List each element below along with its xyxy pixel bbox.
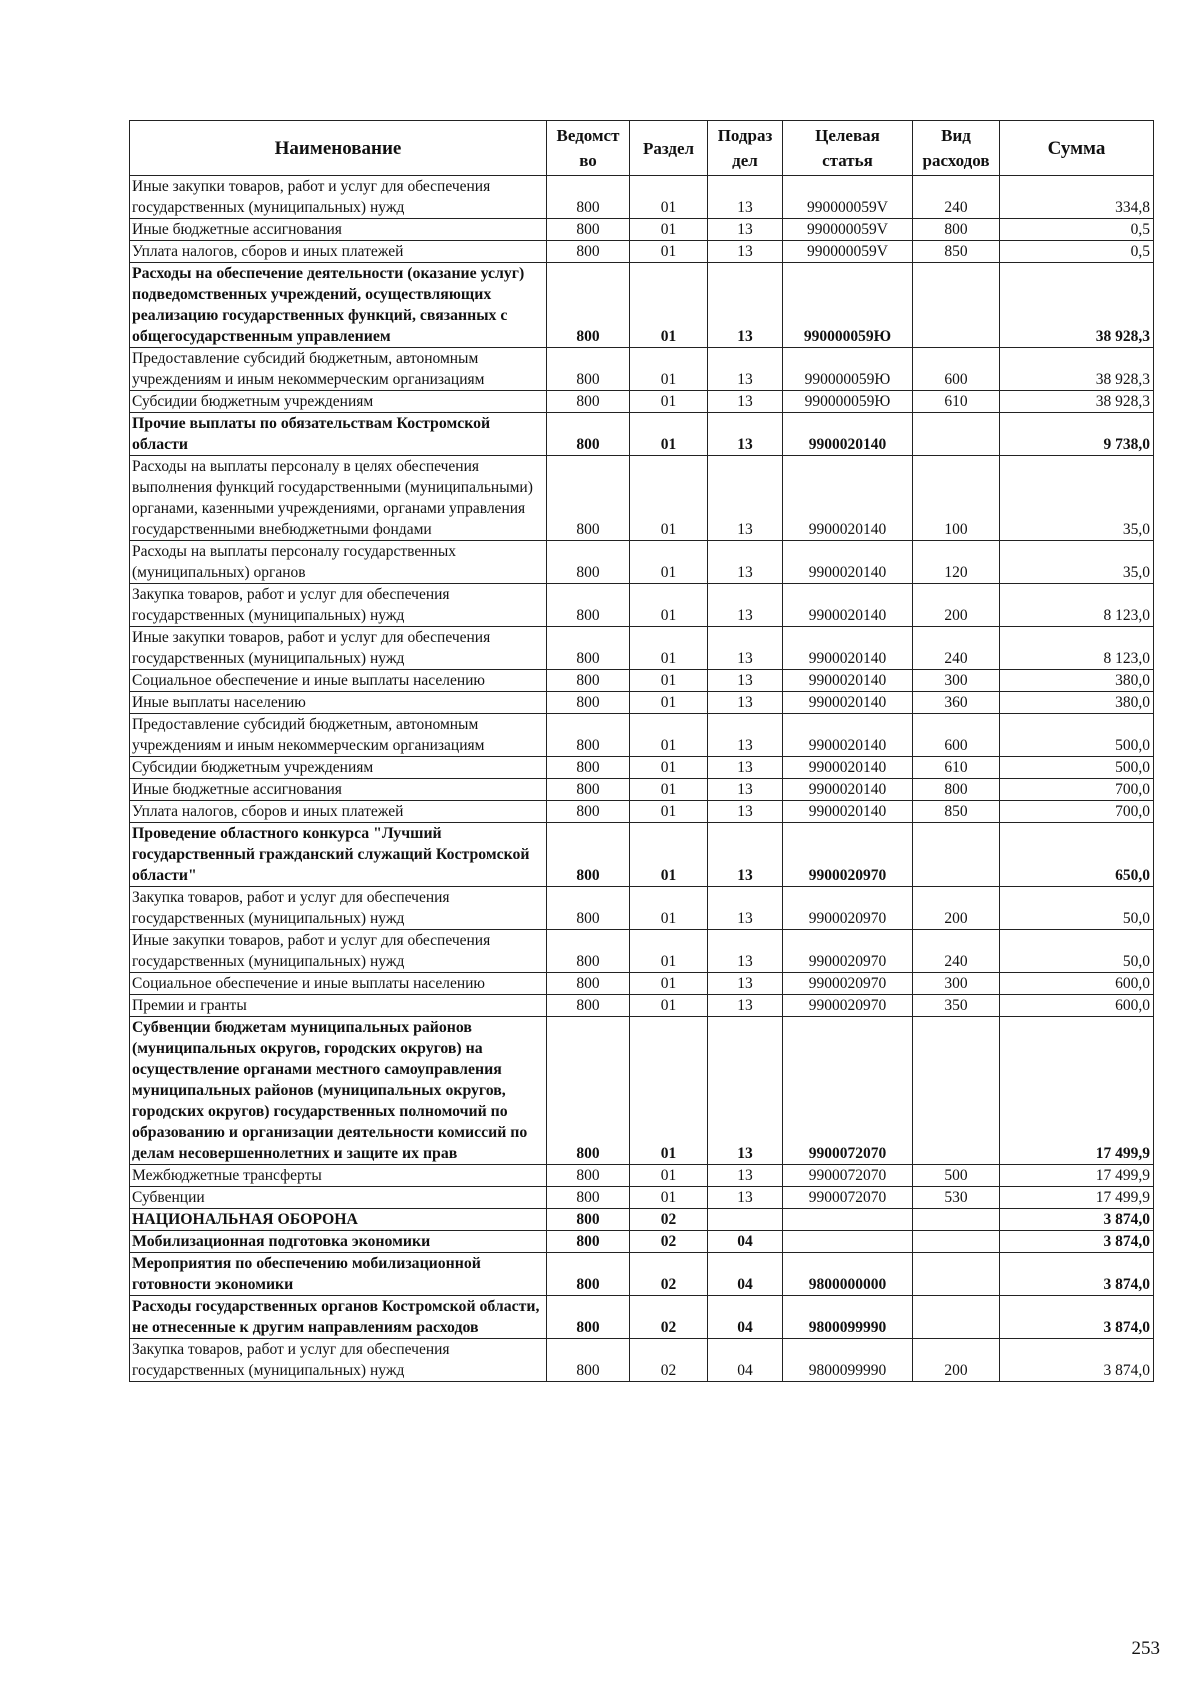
table-row: [130, 670, 1154, 692]
cell-target: 9900020140: [783, 714, 913, 757]
cell-name: Расходы на выплаты персоналу в целях обеспечения выполнения функций государственными (муниципальными) органами, казенными учреждениями, органами управления государственными внебюджетными фондами: [130, 456, 547, 541]
cell-vedomstvo: 800: [547, 241, 630, 263]
cell-target: 990000059Ю: [783, 263, 913, 348]
cell-sum: 35,0: [1000, 541, 1154, 584]
cell-vid: 850: [913, 241, 1000, 263]
header-vid-line2: расходов: [922, 151, 990, 170]
header-sum: Сумма: [1000, 121, 1154, 176]
cell-target: 990000059Ю: [783, 391, 913, 413]
cell-vid: 800: [913, 219, 1000, 241]
header-razdel: Раздел: [630, 121, 708, 176]
table-row: [130, 541, 1154, 584]
cell-sum: 3 874,0: [1000, 1253, 1154, 1296]
cell-vedomstvo: 800: [547, 995, 630, 1017]
cell-razdel: 01: [630, 757, 708, 779]
cell-target: 9800000000: [783, 1253, 913, 1296]
cell-razdel: 02: [630, 1253, 708, 1296]
cell-razdel: 01: [630, 995, 708, 1017]
cell-vid: 200: [913, 1339, 1000, 1382]
cell-target: [783, 1209, 913, 1231]
cell-target: 9900020970: [783, 823, 913, 887]
header-target: [783, 121, 913, 176]
cell-sum: 3 874,0: [1000, 1339, 1154, 1382]
cell-vid: 120: [913, 541, 1000, 584]
cell-name: Прочие выплаты по обязательствам Костромской области: [130, 413, 547, 456]
cell-name: Расходы государственных органов Костромской области, не отнесенные к другим направлениям расходов: [130, 1296, 547, 1339]
table-row: [130, 241, 1154, 263]
header-podrazdel-line2: дел: [732, 151, 758, 170]
table-row: [130, 1165, 1154, 1187]
cell-podrazdel: 13: [708, 973, 783, 995]
cell-target: 9900020140: [783, 541, 913, 584]
cell-podrazdel: 13: [708, 1017, 783, 1165]
cell-name: Иные выплаты населению: [130, 692, 547, 714]
cell-sum: 380,0: [1000, 670, 1154, 692]
cell-vedomstvo: 800: [547, 176, 630, 219]
cell-vedomstvo: 800: [547, 930, 630, 973]
cell-name: Расходы на обеспечение деятельности (оказание услуг) подведомственных учреждений, осуществляющих реализацию государственных функций, связанных с общегосударственным управлением: [130, 263, 547, 348]
cell-vedomstvo: 800: [547, 692, 630, 714]
cell-razdel: 01: [630, 887, 708, 930]
cell-sum: 380,0: [1000, 692, 1154, 714]
cell-podrazdel: 13: [708, 176, 783, 219]
cell-name: Субвенции бюджетам муниципальных районов (муниципальных округов, городских округов) на осуществление органами местного самоуправления муниципальных районов (муниципальных округов, городских округов) государственных полномочий по образованию и организации деятельности комиссий по делам несовершеннолетних и защите их прав: [130, 1017, 547, 1165]
cell-razdel: 02: [630, 1296, 708, 1339]
header-vid-line1: Вид: [941, 126, 971, 145]
cell-target: 9900020140: [783, 779, 913, 801]
cell-sum: 17 499,9: [1000, 1187, 1154, 1209]
cell-target: 9900020970: [783, 995, 913, 1017]
cell-name: Закупка товаров, работ и услуг для обеспечения государственных (муниципальных) нужд: [130, 1339, 547, 1382]
header-vedomstvo: [547, 121, 630, 176]
cell-vedomstvo: 800: [547, 1231, 630, 1253]
table-row: [130, 584, 1154, 627]
table-row: [130, 1187, 1154, 1209]
header-podrazdel-line1: Подраз: [717, 126, 773, 145]
cell-podrazdel: 13: [708, 670, 783, 692]
cell-vid: [913, 823, 1000, 887]
cell-target: 990000059Ю: [783, 348, 913, 391]
cell-podrazdel: 04: [708, 1253, 783, 1296]
cell-razdel: 01: [630, 584, 708, 627]
cell-podrazdel: 04: [708, 1296, 783, 1339]
cell-vedomstvo: 800: [547, 391, 630, 413]
cell-target: 9900072070: [783, 1187, 913, 1209]
cell-vid: 500: [913, 1165, 1000, 1187]
header-vedomstvo-line1: Ведомст: [556, 126, 620, 145]
cell-target: 9900072070: [783, 1165, 913, 1187]
cell-vid: [913, 1231, 1000, 1253]
cell-vid: 200: [913, 887, 1000, 930]
cell-vedomstvo: 800: [547, 584, 630, 627]
cell-name: Субсидии бюджетным учреждениям: [130, 757, 547, 779]
table-row: [130, 973, 1154, 995]
cell-razdel: 01: [630, 714, 708, 757]
cell-razdel: 01: [630, 219, 708, 241]
cell-vid: 800: [913, 779, 1000, 801]
table-row: [130, 413, 1154, 456]
budget-table: [129, 120, 1154, 1382]
cell-podrazdel: 13: [708, 801, 783, 823]
table-row: [130, 1339, 1154, 1382]
cell-razdel: 01: [630, 413, 708, 456]
cell-target: 9900020140: [783, 670, 913, 692]
cell-name: Иные закупки товаров, работ и услуг для обеспечения государственных (муниципальных) нужд: [130, 176, 547, 219]
cell-razdel: 01: [630, 823, 708, 887]
cell-razdel: 01: [630, 692, 708, 714]
cell-vid: [913, 263, 1000, 348]
cell-sum: 38 928,3: [1000, 348, 1154, 391]
table-body: [130, 176, 1154, 1382]
cell-vid: 240: [913, 930, 1000, 973]
cell-sum: 500,0: [1000, 714, 1154, 757]
cell-target: 9900072070: [783, 1017, 913, 1165]
cell-podrazdel: 13: [708, 241, 783, 263]
cell-target: 9900020970: [783, 930, 913, 973]
cell-target: 9900020140: [783, 584, 913, 627]
cell-vid: [913, 1209, 1000, 1231]
table-row: [130, 1296, 1154, 1339]
table-row: [130, 779, 1154, 801]
header-vedomstvo-line2: во: [579, 151, 597, 170]
cell-name: Социальное обеспечение и иные выплаты населению: [130, 670, 547, 692]
cell-sum: 17 499,9: [1000, 1165, 1154, 1187]
table-row: [130, 1253, 1154, 1296]
cell-vedomstvo: 800: [547, 1339, 630, 1382]
table-row: [130, 995, 1154, 1017]
cell-podrazdel: 13: [708, 263, 783, 348]
header-vid: [913, 121, 1000, 176]
cell-target: 9900020140: [783, 627, 913, 670]
cell-sum: 8 123,0: [1000, 584, 1154, 627]
table-row: [130, 1209, 1154, 1231]
cell-podrazdel: 13: [708, 930, 783, 973]
header-podrazdel: [708, 121, 783, 176]
header-target-line2: статья: [822, 151, 873, 170]
cell-vedomstvo: 800: [547, 348, 630, 391]
cell-target: 990000059V: [783, 241, 913, 263]
cell-vid: 200: [913, 584, 1000, 627]
cell-razdel: 01: [630, 348, 708, 391]
table-row: [130, 930, 1154, 973]
cell-sum: 35,0: [1000, 456, 1154, 541]
cell-vedomstvo: 800: [547, 1187, 630, 1209]
cell-vedomstvo: 800: [547, 779, 630, 801]
cell-sum: 650,0: [1000, 823, 1154, 887]
cell-vedomstvo: 800: [547, 1017, 630, 1165]
cell-vid: 100: [913, 456, 1000, 541]
cell-vid: 850: [913, 801, 1000, 823]
cell-target: 990000059V: [783, 176, 913, 219]
cell-sum: 3 874,0: [1000, 1209, 1154, 1231]
table-row: [130, 348, 1154, 391]
cell-vedomstvo: 800: [547, 1209, 630, 1231]
cell-podrazdel: 04: [708, 1231, 783, 1253]
cell-name: Иные бюджетные ассигнования: [130, 219, 547, 241]
table-row: [130, 627, 1154, 670]
cell-name: Предоставление субсидий бюджетным, автономным учреждениям и иным некоммерческим организациям: [130, 714, 547, 757]
cell-vid: 600: [913, 348, 1000, 391]
cell-sum: 700,0: [1000, 779, 1154, 801]
cell-name: Иные закупки товаров, работ и услуг для обеспечения государственных (муниципальных) нужд: [130, 627, 547, 670]
cell-podrazdel: 13: [708, 823, 783, 887]
cell-target: 9900020140: [783, 801, 913, 823]
cell-podrazdel: 13: [708, 413, 783, 456]
cell-target: 9800099990: [783, 1296, 913, 1339]
cell-name: Уплата налогов, сборов и иных платежей: [130, 801, 547, 823]
cell-vedomstvo: 800: [547, 887, 630, 930]
table-row: [130, 823, 1154, 887]
cell-sum: 600,0: [1000, 995, 1154, 1017]
cell-name: Социальное обеспечение и иные выплаты населению: [130, 973, 547, 995]
table-row: [130, 456, 1154, 541]
cell-vedomstvo: 800: [547, 670, 630, 692]
cell-name: Премии и гранты: [130, 995, 547, 1017]
cell-podrazdel: 13: [708, 995, 783, 1017]
cell-target: [783, 1231, 913, 1253]
cell-vedomstvo: 800: [547, 757, 630, 779]
cell-vedomstvo: 800: [547, 541, 630, 584]
cell-razdel: 01: [630, 801, 708, 823]
table-row: [130, 692, 1154, 714]
cell-razdel: 02: [630, 1339, 708, 1382]
table-row: [130, 219, 1154, 241]
cell-razdel: 01: [630, 1187, 708, 1209]
cell-vid: 360: [913, 692, 1000, 714]
cell-sum: 3 874,0: [1000, 1296, 1154, 1339]
cell-sum: 50,0: [1000, 930, 1154, 973]
cell-sum: 8 123,0: [1000, 627, 1154, 670]
cell-vid: 530: [913, 1187, 1000, 1209]
cell-razdel: 01: [630, 1165, 708, 1187]
cell-sum: 9 738,0: [1000, 413, 1154, 456]
cell-vid: 300: [913, 973, 1000, 995]
cell-sum: 0,5: [1000, 219, 1154, 241]
cell-name: Предоставление субсидий бюджетным, автономным учреждениям и иным некоммерческим организациям: [130, 348, 547, 391]
cell-razdel: 01: [630, 627, 708, 670]
cell-podrazdel: 13: [708, 627, 783, 670]
cell-sum: 3 874,0: [1000, 1231, 1154, 1253]
cell-razdel: 01: [630, 241, 708, 263]
table-row: [130, 714, 1154, 757]
cell-podrazdel: 13: [708, 757, 783, 779]
cell-name: Закупка товаров, работ и услуг для обеспечения государственных (муниципальных) нужд: [130, 584, 547, 627]
cell-name: Закупка товаров, работ и услуг для обеспечения государственных (муниципальных) нужд: [130, 887, 547, 930]
cell-vid: [913, 1296, 1000, 1339]
table-row: [130, 176, 1154, 219]
cell-podrazdel: 13: [708, 391, 783, 413]
cell-vedomstvo: 800: [547, 627, 630, 670]
cell-razdel: 02: [630, 1231, 708, 1253]
header-target-line1: Целевая: [815, 126, 880, 145]
cell-name: Субвенции: [130, 1187, 547, 1209]
cell-name: Мероприятия по обеспечению мобилизационной готовности экономики: [130, 1253, 547, 1296]
cell-razdel: 01: [630, 670, 708, 692]
cell-razdel: 01: [630, 391, 708, 413]
cell-vedomstvo: 800: [547, 219, 630, 241]
cell-vid: 240: [913, 627, 1000, 670]
cell-vedomstvo: 800: [547, 1296, 630, 1339]
cell-vedomstvo: 800: [547, 456, 630, 541]
cell-name: НАЦИОНАЛЬНАЯ ОБОРОНА: [130, 1209, 547, 1231]
cell-razdel: 01: [630, 176, 708, 219]
cell-podrazdel: [708, 1209, 783, 1231]
cell-vedomstvo: 800: [547, 801, 630, 823]
cell-vid: [913, 1017, 1000, 1165]
header-name: Наименование: [130, 121, 547, 176]
cell-sum: 50,0: [1000, 887, 1154, 930]
cell-vid: 240: [913, 176, 1000, 219]
cell-razdel: 01: [630, 779, 708, 801]
cell-vedomstvo: 800: [547, 973, 630, 995]
cell-podrazdel: 13: [708, 219, 783, 241]
cell-razdel: 01: [630, 263, 708, 348]
cell-target: 9900020140: [783, 757, 913, 779]
cell-podrazdel: 13: [708, 692, 783, 714]
cell-name: Межбюджетные трансферты: [130, 1165, 547, 1187]
cell-vid: 300: [913, 670, 1000, 692]
cell-razdel: 01: [630, 1017, 708, 1165]
table-row: [130, 887, 1154, 930]
table-row: [130, 1231, 1154, 1253]
page-number: 253: [1131, 1638, 1160, 1659]
cell-vid: 350: [913, 995, 1000, 1017]
cell-vedomstvo: 800: [547, 823, 630, 887]
cell-vedomstvo: 800: [547, 1253, 630, 1296]
cell-sum: 38 928,3: [1000, 391, 1154, 413]
cell-name: Иные закупки товаров, работ и услуг для обеспечения государственных (муниципальных) нужд: [130, 930, 547, 973]
cell-podrazdel: 13: [708, 456, 783, 541]
cell-podrazdel: 13: [708, 1165, 783, 1187]
cell-vedomstvo: 800: [547, 413, 630, 456]
cell-sum: 0,5: [1000, 241, 1154, 263]
cell-target: 9900020140: [783, 413, 913, 456]
table-row: [130, 757, 1154, 779]
table-row: [130, 391, 1154, 413]
cell-podrazdel: 13: [708, 714, 783, 757]
cell-razdel: 02: [630, 1209, 708, 1231]
cell-podrazdel: 13: [708, 541, 783, 584]
cell-podrazdel: 13: [708, 779, 783, 801]
cell-name: Проведение областного конкурса "Лучший государственный гражданский служащий Костромской области": [130, 823, 547, 887]
cell-name: Иные бюджетные ассигнования: [130, 779, 547, 801]
cell-sum: 334,8: [1000, 176, 1154, 219]
cell-razdel: 01: [630, 456, 708, 541]
table-header-row: [130, 121, 1154, 176]
cell-name: Мобилизационная подготовка экономики: [130, 1231, 547, 1253]
cell-podrazdel: 04: [708, 1339, 783, 1382]
cell-sum: 700,0: [1000, 801, 1154, 823]
cell-target: 9800099990: [783, 1339, 913, 1382]
cell-vid: 610: [913, 757, 1000, 779]
cell-target: 9900020970: [783, 887, 913, 930]
cell-sum: 600,0: [1000, 973, 1154, 995]
cell-razdel: 01: [630, 973, 708, 995]
cell-podrazdel: 13: [708, 348, 783, 391]
cell-vid: [913, 1253, 1000, 1296]
table-row: [130, 263, 1154, 348]
cell-sum: 38 928,3: [1000, 263, 1154, 348]
cell-vid: [913, 413, 1000, 456]
cell-name: Субсидии бюджетным учреждениям: [130, 391, 547, 413]
cell-name: Расходы на выплаты персоналу государственных (муниципальных) органов: [130, 541, 547, 584]
cell-vedomstvo: 800: [547, 263, 630, 348]
cell-vedomstvo: 800: [547, 714, 630, 757]
cell-target: 9900020970: [783, 973, 913, 995]
cell-target: 990000059V: [783, 219, 913, 241]
cell-name: Уплата налогов, сборов и иных платежей: [130, 241, 547, 263]
cell-vid: 600: [913, 714, 1000, 757]
cell-target: 9900020140: [783, 456, 913, 541]
cell-podrazdel: 13: [708, 584, 783, 627]
cell-razdel: 01: [630, 930, 708, 973]
cell-sum: 17 499,9: [1000, 1017, 1154, 1165]
cell-sum: 500,0: [1000, 757, 1154, 779]
table-row: [130, 1017, 1154, 1165]
cell-podrazdel: 13: [708, 1187, 783, 1209]
table-row: [130, 801, 1154, 823]
cell-vedomstvo: 800: [547, 1165, 630, 1187]
cell-target: 9900020140: [783, 692, 913, 714]
cell-razdel: 01: [630, 541, 708, 584]
cell-podrazdel: 13: [708, 887, 783, 930]
cell-vid: 610: [913, 391, 1000, 413]
